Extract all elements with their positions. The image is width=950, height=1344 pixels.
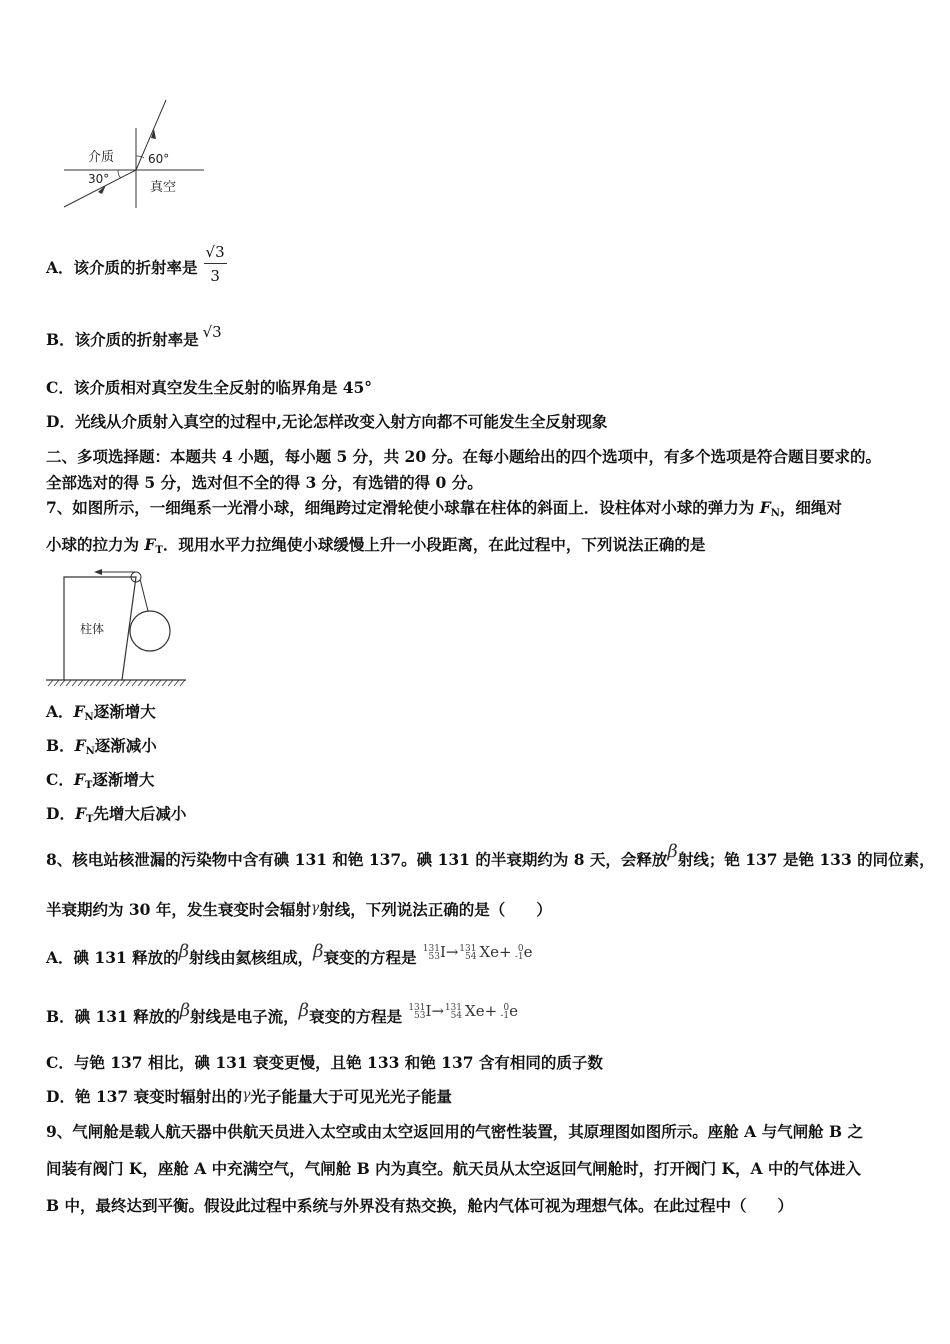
q8-option-d: D．铯 137 衰变时辐射出的γ光子能量大于可见光光子能量	[46, 1087, 452, 1106]
decay-equation: 131 53 I→ 131 54 Xe+ 0 -1 e	[408, 1002, 519, 1021]
angle-arc-60	[136, 156, 144, 158]
gamma-symbol: γ	[310, 900, 320, 916]
q7-option-c: C．$F_T$逐渐增大	[46, 770, 155, 791]
q8-option-c: C．与铯 137 相比，碘 131 衰变更慢，且铯 133 和铯 137 含有相同的质子数	[46, 1053, 603, 1072]
beta-symbol: β	[178, 941, 190, 962]
vacuum-label: 真空	[150, 180, 177, 195]
q8-option-b: B．碘 131 释放的β射线是电子流，β衰变的方程是 131 53 I→ 131 54 Xe+ 0 -1 e	[46, 1000, 519, 1026]
q7-option-b: B．$F_N$逐渐减小	[46, 736, 157, 757]
beta-symbol: β	[179, 1000, 191, 1021]
angle-60-label: 60°	[148, 152, 170, 166]
q7-option-a: A．$F_N$逐渐增大	[46, 702, 156, 723]
q9-stem-line2: 间装有阀门 K，座舱 A 中充满空气，气闸舱 B 内为真空。航天员从太空返回气闸舱时，打开阀门 K，A 中的气体进入	[46, 1159, 861, 1178]
decay-equation: 131 53 I→ 131 54 Xe+ 0 -1 e	[422, 943, 533, 962]
pillar-label: 柱体	[80, 622, 105, 636]
q8-stem-line2: 半衰期约为 30 年，发生衰变时会辐射γ射线，下列说法正确的是（ ）	[46, 900, 552, 919]
gamma-symbol: γ	[242, 1087, 251, 1103]
section2-heading-line2: 全部选对的得 5 分，选对但不全的得 3 分，有选错的得 0 分。	[46, 473, 483, 492]
angle-30-label: 30°	[88, 172, 110, 186]
q7-stem-line1: 7、如图所示，一细绳系一光滑小球，细绳跨过定滑轮使小球靠在柱体的斜面上．设柱体对小球的弹力为 $F_N$，细绳对	[46, 498, 842, 519]
q6-option-a: A．该介质的折射率是 $\frac{√3}{3}$	[46, 243, 225, 285]
beta-symbol: β	[298, 1000, 310, 1021]
ray-arrow-bottom	[98, 185, 106, 194]
rope-to-ball	[140, 579, 148, 611]
q6-option-c: C．该介质相对真空发生全反射的临界角是 45°	[46, 378, 373, 397]
fraction	[204, 242, 227, 286]
q6-option-b: B．该介质的折射率是 √3	[46, 323, 222, 349]
angle-arc-30	[118, 170, 121, 178]
pillar-ball-figure	[44, 565, 189, 690]
q8-option-a: A．碘 131 释放的β射线由氦核组成，β衰变的方程是 131 53 I→ 131 54 Xe+ 0 -1 e	[46, 941, 533, 967]
q6-option-d: D．光线从介质射入真空的过程中,无论怎样改变入射方向都不可能发生全反射现象	[46, 412, 608, 431]
refraction-figure	[58, 96, 208, 211]
beta-symbol: β	[667, 841, 678, 862]
q9-stem-line1: 9、气闸舱是载人航天器中供航天员进入太空或由太空返回用的气密性装置，其原理图如图所示。座舱 A 与气闸舱 B 之	[46, 1122, 864, 1141]
q8-stem-line1: 8、核电站核泄漏的污染物中含有碘 131 和铯 137。碘 131 的半衰期约为 8 天，会释放β射线；铯 137 是铯 133 的同位素，	[46, 841, 935, 869]
beta-symbol: β	[313, 941, 324, 962]
section2-heading-line1: 二、多项选择题：本题共 4 小题，每小题 5 分，共 20 分。在每小题给出的四个选项中，有多个选项是符合题目要求的。	[46, 447, 882, 466]
medium-label: 介质	[88, 150, 115, 165]
fraction-denominator: 3	[210, 267, 220, 285]
q9-stem-line3: B 中，最终达到平衡。假设此过程中系统与外界没有热交换，舱内气体可视为理想气体。在此过程中（ ）	[46, 1196, 794, 1215]
rope-arrow	[94, 569, 102, 575]
q7-option-d: D．$F_T$先增大后减小	[46, 804, 187, 825]
sqrt-value: √3	[202, 323, 222, 341]
q7-stem-line2: 小球的拉力为 $F_T$．现用水平力拉绳使小球缓慢上升一小段距离，在此过程中，下列说法正确的是	[46, 535, 706, 556]
fraction-numerator: √3	[204, 242, 227, 264]
ground-hatching	[48, 680, 185, 686]
ball	[130, 611, 170, 651]
